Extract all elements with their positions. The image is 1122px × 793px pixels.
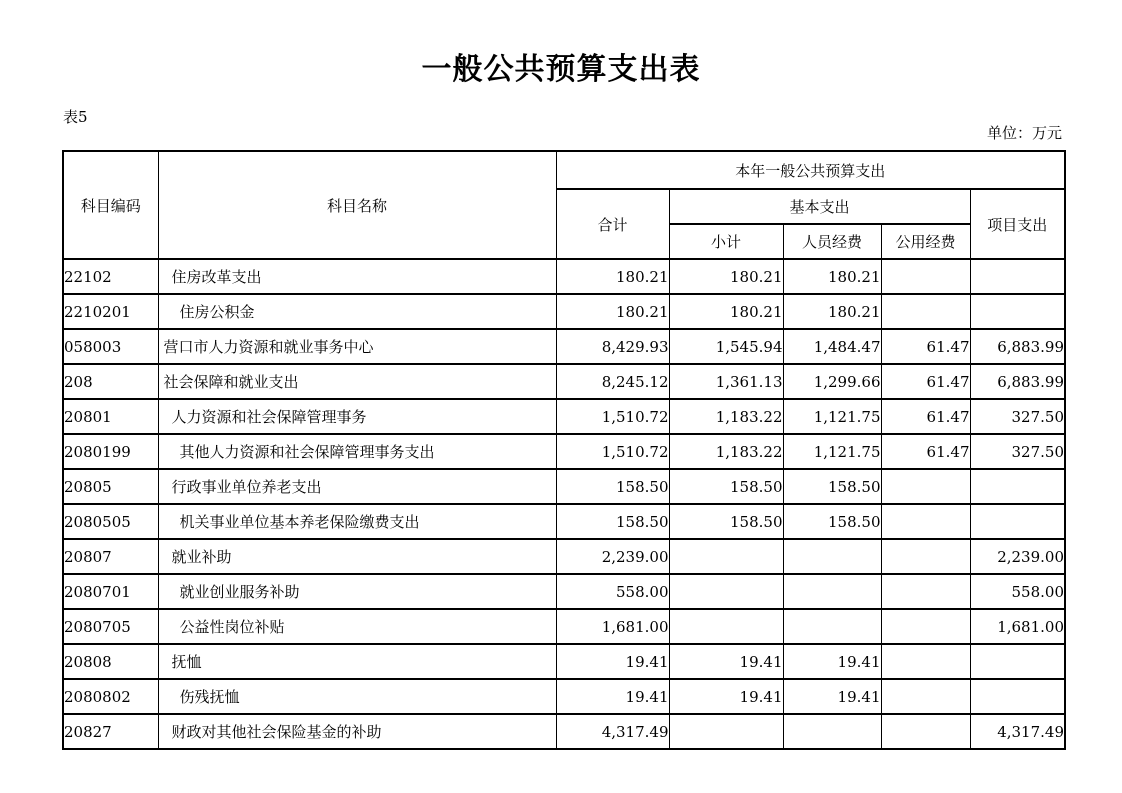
subtotal-cell: 1,545.94 <box>669 329 783 364</box>
total-cell: 4,317.49 <box>556 714 669 749</box>
subject-name-cell: 公益性岗位补贴 <box>158 609 556 644</box>
table-row <box>63 434 1065 469</box>
personnel-funds-cell <box>783 539 881 574</box>
subject-name-cell: 就业创业服务补助 <box>158 574 556 609</box>
subtotal-cell: 1,183.22 <box>669 434 783 469</box>
table-row <box>63 259 1065 294</box>
project-expenditure-cell <box>970 644 1065 679</box>
total-cell: 8,245.12 <box>556 364 669 399</box>
personnel-funds-cell: 180.21 <box>783 259 881 294</box>
subject-name-cell: 机关事业单位基本养老保险缴费支出 <box>158 504 556 539</box>
table-row <box>63 399 1065 434</box>
header-basic-expenditure-group: 基本支出 <box>669 189 970 224</box>
subject-name-cell: 抚恤 <box>158 644 556 679</box>
subject-code-cell: 2080701 <box>63 574 158 609</box>
header-public-funds: 公用经费 <box>881 224 970 259</box>
personnel-funds-cell: 19.41 <box>783 644 881 679</box>
table-row <box>63 679 1065 714</box>
project-expenditure-cell: 327.50 <box>970 399 1065 434</box>
subtotal-cell <box>669 714 783 749</box>
table-number-label: 表5 <box>63 108 88 126</box>
personnel-funds-cell: 1,121.75 <box>783 399 881 434</box>
total-cell: 180.21 <box>556 259 669 294</box>
total-cell: 180.21 <box>556 294 669 329</box>
subject-code-cell: 2080199 <box>63 434 158 469</box>
table-row <box>63 469 1065 504</box>
subtotal-cell: 158.50 <box>669 469 783 504</box>
subtotal-cell <box>669 609 783 644</box>
header-current-year-group: 本年一般公共预算支出 <box>556 151 1065 189</box>
header-total: 合计 <box>556 189 669 259</box>
personnel-funds-cell <box>783 574 881 609</box>
subject-code-cell: 20805 <box>63 469 158 504</box>
table-header <box>63 151 1065 259</box>
subject-code-cell: 2210201 <box>63 294 158 329</box>
budget-expenditure-table <box>62 150 1066 750</box>
project-expenditure-cell <box>970 469 1065 504</box>
subtotal-cell: 180.21 <box>669 259 783 294</box>
public-funds-cell: 61.47 <box>881 364 970 399</box>
public-funds-cell <box>881 504 970 539</box>
table-row <box>63 714 1065 749</box>
total-cell: 8,429.93 <box>556 329 669 364</box>
subtotal-cell <box>669 539 783 574</box>
public-funds-cell <box>881 714 970 749</box>
project-expenditure-cell <box>970 679 1065 714</box>
table-row <box>63 504 1065 539</box>
total-cell: 1,681.00 <box>556 609 669 644</box>
subject-name-cell: 伤残抚恤 <box>158 679 556 714</box>
subject-code-cell: 2080705 <box>63 609 158 644</box>
subject-name-cell: 人力资源和社会保障管理事务 <box>158 399 556 434</box>
subject-name-cell: 社会保障和就业支出 <box>158 364 556 399</box>
personnel-funds-cell <box>783 714 881 749</box>
header-subtotal: 小计 <box>669 224 783 259</box>
page-title: 一般公共预算支出表 <box>421 52 701 87</box>
project-expenditure-cell: 4,317.49 <box>970 714 1065 749</box>
project-expenditure-cell <box>970 294 1065 329</box>
subtotal-cell: 19.41 <box>669 644 783 679</box>
subject-code-cell: 20807 <box>63 539 158 574</box>
project-expenditure-cell: 327.50 <box>970 434 1065 469</box>
subject-name-cell: 住房公积金 <box>158 294 556 329</box>
subject-code-cell: 20808 <box>63 644 158 679</box>
total-cell: 19.41 <box>556 679 669 714</box>
total-cell: 1,510.72 <box>556 434 669 469</box>
subject-name-cell: 就业补助 <box>158 539 556 574</box>
table-row <box>63 539 1065 574</box>
total-cell: 2,239.00 <box>556 539 669 574</box>
table-row <box>63 644 1065 679</box>
table-body <box>63 259 1065 749</box>
public-funds-cell: 61.47 <box>881 434 970 469</box>
personnel-funds-cell: 1,121.75 <box>783 434 881 469</box>
subject-name-cell: 财政对其他社会保险基金的补助 <box>158 714 556 749</box>
header-personnel-funds: 人员经费 <box>783 224 881 259</box>
total-cell: 558.00 <box>556 574 669 609</box>
personnel-funds-cell: 158.50 <box>783 504 881 539</box>
total-cell: 158.50 <box>556 469 669 504</box>
subject-code-cell: 208 <box>63 364 158 399</box>
subject-name-cell: 住房改革支出 <box>158 259 556 294</box>
subject-code-cell: 20827 <box>63 714 158 749</box>
project-expenditure-cell: 6,883.99 <box>970 364 1065 399</box>
personnel-funds-cell <box>783 609 881 644</box>
subject-code-cell: 058003 <box>63 329 158 364</box>
public-funds-cell: 61.47 <box>881 329 970 364</box>
personnel-funds-cell: 180.21 <box>783 294 881 329</box>
header-subject-code: 科目编码 <box>63 151 158 259</box>
subject-name-cell: 其他人力资源和社会保障管理事务支出 <box>158 434 556 469</box>
public-funds-cell <box>881 539 970 574</box>
table-row <box>63 574 1065 609</box>
project-expenditure-cell: 558.00 <box>970 574 1065 609</box>
table-row <box>63 294 1065 329</box>
project-expenditure-cell: 2,239.00 <box>970 539 1065 574</box>
public-funds-cell <box>881 294 970 329</box>
subtotal-cell: 19.41 <box>669 679 783 714</box>
subtotal-cell: 1,183.22 <box>669 399 783 434</box>
public-funds-cell <box>881 469 970 504</box>
header-subject-name: 科目名称 <box>158 151 556 259</box>
public-funds-cell <box>881 609 970 644</box>
total-cell: 158.50 <box>556 504 669 539</box>
personnel-funds-cell: 1,484.47 <box>783 329 881 364</box>
total-cell: 1,510.72 <box>556 399 669 434</box>
header-project-expenditure: 项目支出 <box>970 189 1065 259</box>
subtotal-cell: 158.50 <box>669 504 783 539</box>
unit-label: 单位：万元 <box>986 124 1062 142</box>
subject-code-cell: 22102 <box>63 259 158 294</box>
subject-name-cell: 营口市人力资源和就业事务中心 <box>158 329 556 364</box>
public-funds-cell: 61.47 <box>881 399 970 434</box>
table-row <box>63 609 1065 644</box>
subtotal-cell: 1,361.13 <box>669 364 783 399</box>
personnel-funds-cell: 158.50 <box>783 469 881 504</box>
subject-code-cell: 2080505 <box>63 504 158 539</box>
personnel-funds-cell: 1,299.66 <box>783 364 881 399</box>
public-funds-cell <box>881 679 970 714</box>
subject-name-cell: 行政事业单位养老支出 <box>158 469 556 504</box>
public-funds-cell <box>881 259 970 294</box>
public-funds-cell <box>881 574 970 609</box>
project-expenditure-cell <box>970 504 1065 539</box>
personnel-funds-cell: 19.41 <box>783 679 881 714</box>
subject-code-cell: 2080802 <box>63 679 158 714</box>
project-expenditure-cell: 1,681.00 <box>970 609 1065 644</box>
total-cell: 19.41 <box>556 644 669 679</box>
project-expenditure-cell <box>970 259 1065 294</box>
subtotal-cell: 180.21 <box>669 294 783 329</box>
project-expenditure-cell: 6,883.99 <box>970 329 1065 364</box>
subtotal-cell <box>669 574 783 609</box>
table-row <box>63 329 1065 364</box>
subject-code-cell: 20801 <box>63 399 158 434</box>
public-funds-cell <box>881 644 970 679</box>
table-row <box>63 364 1065 399</box>
